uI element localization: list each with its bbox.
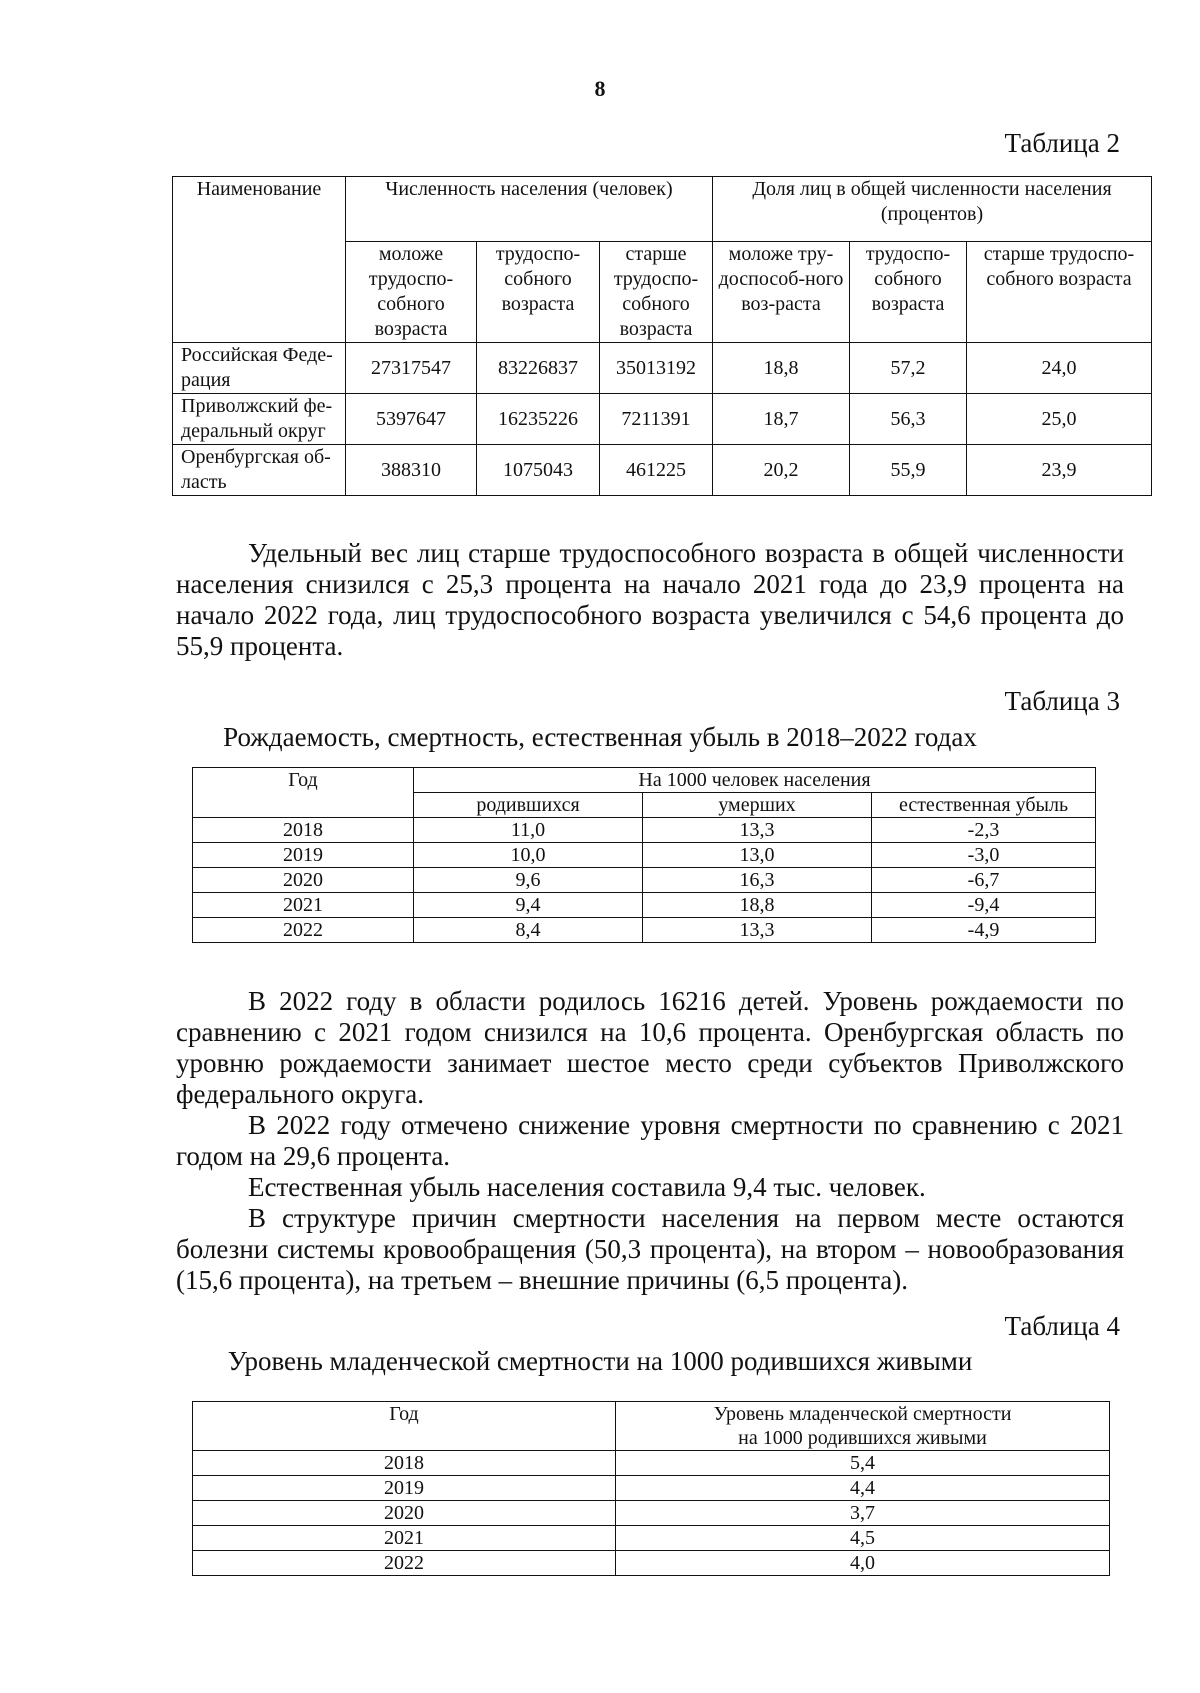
table2-sub-header: трудоспо-собного возраста (850, 242, 967, 343)
table-cell: 18,8 (713, 343, 850, 394)
table-cell: 18,8 (643, 893, 872, 918)
table-cell: 2019 (193, 843, 414, 868)
page-number: 8 (594, 76, 606, 101)
table-cell: 57,2 (850, 343, 967, 394)
table-cell: 2022 (193, 1551, 616, 1576)
table-row (173, 445, 1152, 496)
table-row (193, 1451, 1110, 1476)
table2-sub-header: старше трудоспо-собного возраста (600, 242, 713, 343)
table-cell: 4,4 (616, 1476, 1110, 1501)
table-cell: 16,3 (643, 868, 872, 893)
table4-header-row (193, 1402, 1110, 1451)
table-cell: 2020 (193, 868, 414, 893)
table-row (173, 343, 1152, 394)
table2-sub-header: трудоспо-собного возраста (477, 242, 600, 343)
table-row (193, 893, 1096, 918)
table4-header-value-line1: Уровень младенческой смертности (713, 1403, 1012, 1425)
table-cell: -2,3 (872, 818, 1096, 843)
table-cell: 2018 (193, 1451, 616, 1476)
table3-header-year: Год (193, 768, 414, 818)
table-cell: 2021 (193, 893, 414, 918)
table-cell: 20,2 (713, 445, 850, 496)
table4-header-value-line2: на 1000 родившихся живыми (738, 1427, 987, 1449)
table-cell: 3,7 (616, 1501, 1110, 1526)
table-cell: 2021 (193, 1526, 616, 1551)
table-cell: 9,4 (414, 893, 643, 918)
table-cell: 10,0 (414, 843, 643, 868)
paragraph-natural-decline: Естественная убыль населения составила 9,4 тыс. человек. (248, 1172, 926, 1202)
table-cell: 9,6 (414, 868, 643, 893)
table-cell: 25,0 (967, 394, 1152, 445)
table-cell: 388310 (346, 445, 477, 496)
table-row (193, 818, 1096, 843)
table-cell: 1075043 (477, 445, 600, 496)
table2-row-name: Российская Феде-рация (173, 343, 346, 394)
table4-label: Таблица 4 (1004, 1311, 1120, 1341)
table-cell: 55,9 (850, 445, 967, 496)
table3-sub-header: родившихся (414, 793, 643, 818)
table-row (193, 1476, 1110, 1501)
table2-sub-header: старше трудоспо-собного возраста (967, 242, 1152, 343)
table-cell: 5397647 (346, 394, 477, 445)
table2-sub-header: моложе тру-доспособ-ного воз-раста (713, 242, 850, 343)
table-cell: 16235226 (477, 394, 600, 445)
table-cell: 13,3 (643, 918, 872, 943)
table-cell: -4,9 (872, 918, 1096, 943)
table-cell: 7211391 (600, 394, 713, 445)
table2-row-name: Приволжский фе-деральный округ (173, 394, 346, 445)
table-row (193, 868, 1096, 893)
table4-caption: Уровень младенческой смертности на 1000 родившихся живыми (227, 1346, 973, 1376)
paragraph-mortality: В 2022 году отмечено снижение уровня смертности по сравнению с 2021 годом на 29,6 процента. (176, 1110, 1124, 1171)
table3-sub-header: умерших (643, 793, 872, 818)
table-cell: 8,4 (414, 918, 643, 943)
table-cell: 83226837 (477, 343, 600, 394)
table-cell: 11,0 (414, 818, 643, 843)
table3-header-group: На 1000 человек населения (414, 768, 1096, 793)
table-cell: 56,3 (850, 394, 967, 445)
table2-sub-header: моложе трудоспо-собного возраста (346, 242, 477, 343)
population-table (172, 176, 1152, 496)
table4-header-value (616, 1402, 1110, 1451)
table-row (193, 1526, 1110, 1551)
table-row (193, 1551, 1110, 1576)
table-cell: 27317547 (346, 343, 477, 394)
table-row (193, 1501, 1110, 1526)
table4-header-year: Год (193, 1402, 616, 1451)
table-cell: -3,0 (872, 843, 1096, 868)
table-row (193, 843, 1096, 868)
table-row (193, 918, 1096, 943)
paragraph-elderly-share: Удельный вес лиц старше трудоспособного возраста в общей численности населения снизился с 25,3 процента на начало 2021 года до 23,9 процента на начало 2022 года, лиц трудоспособного возраста увеличился с 54,6 процента до 55,9 процента. (176, 538, 1124, 661)
table-cell: -9,4 (872, 893, 1096, 918)
table2-header-count: Численность населения (человек) (346, 177, 713, 242)
table3-caption: Рождаемость, смертность, естественная убыль в 2018–2022 годах (223, 722, 977, 752)
table-cell: 23,9 (967, 445, 1152, 496)
table-cell: 13,3 (643, 818, 872, 843)
table-cell: 4,0 (616, 1551, 1110, 1576)
table-cell: 2022 (193, 918, 414, 943)
table2-row-name: Оренбургская об-ласть (173, 445, 346, 496)
table2-label: Таблица 2 (1004, 128, 1120, 158)
table-cell: 2019 (193, 1476, 616, 1501)
infant-mortality-table (192, 1401, 1110, 1576)
table-cell: 24,0 (967, 343, 1152, 394)
table-cell: 2018 (193, 818, 414, 843)
paragraph-birth-rate: В 2022 году в области родилось 16216 детей. Уровень рождаемости по сравнению с 2021 годом снизился на 10,6 процента. Оренбургская область по уровню рождаемости занимает шестое место среди субъектов Приволжского федерального округа. (176, 986, 1124, 1109)
table-row (173, 394, 1152, 445)
table-cell: 5,4 (616, 1451, 1110, 1476)
table-cell: 35013192 (600, 343, 713, 394)
table-cell: 18,7 (713, 394, 850, 445)
table3-sub-header: естественная убыль (872, 793, 1096, 818)
table3-label: Таблица 3 (1004, 686, 1120, 716)
table-cell: 13,0 (643, 843, 872, 868)
table-cell: 461225 (600, 445, 713, 496)
paragraph-causes-of-death: В структуре причин смертности населения на первом месте остаются болезни системы кровообращения (50,3 процента), на втором – новообразования (15,6 процента), на третьем – внешние причины (6,5 процента). (176, 1203, 1124, 1295)
birth-death-table (192, 767, 1096, 943)
table2-header-row (173, 177, 1152, 242)
table-cell: -6,7 (872, 868, 1096, 893)
table-cell: 4,5 (616, 1526, 1110, 1551)
table-cell: 2020 (193, 1501, 616, 1526)
table2-header-name: Наименование (173, 177, 346, 343)
table2-header-share: Доля лиц в общей численности населения (процентов) (713, 177, 1152, 242)
table3-header-row (193, 768, 1096, 793)
